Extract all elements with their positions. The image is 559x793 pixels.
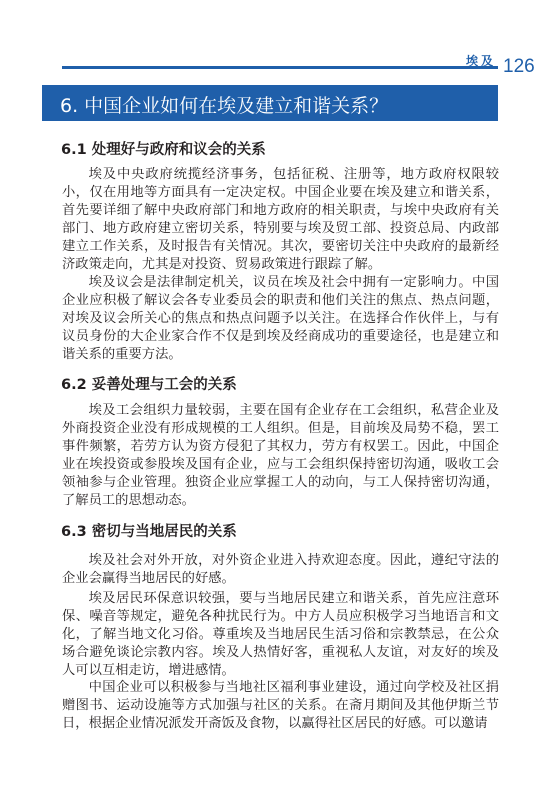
running-header-country: 埃及 [466,54,497,68]
section-6-1-paragraph-2: 埃及议会是法律制定机关，议员在埃及社会中拥有一定影响力。中国企业应积极了解议会各专业委员会的职责和他们关注的焦点、热点问题，对埃及议会所关心的焦点和热点问题予以关注。在选择合作伙伴上，与有议员身份的大企业家合作不仅是到埃及经商成功的重要途径，也是建立和谐关系的重要方法。 [62,275,499,362]
chapter-title: 6. 中国企业如何在埃及建立和谐关系？ [60,95,389,117]
section-title-6-2: 6.2 妥善处理与工会的关系 [61,377,237,393]
section-6-2-paragraph-1: 埃及工会组织力量较弱，主要在国有企业存在工会组织，私营企业及外商投资企业没有形成规模的工人组织。但是，目前埃及局势不稳，罢工事件频繁，若劳方认为资方侵犯了其权力，劳方有权罢工。因此，中国企业在埃投资或参股埃及国有企业，应与工会组织保持密切沟通，吸收工会领袖参与企业管理。独资企业应掌握工人的动向，与工人保持密切沟通，了解员工的思想动态。 [62,403,499,508]
header-rule [62,66,498,69]
section-6-3-paragraph-3: 中国企业可以积极参与当地社区福利事业建设，通过向学校及社区捐赠图书、运动设施等方式加强与社区的关系。在斋月期间及其他伊斯兰节日，根据企业情况派发开斋饭及食物，以赢得社区居民的好感。可以邀请 [62,680,499,731]
section-6-3-paragraph-2: 埃及居民环保意识较强，要与当地居民建立和谐关系，首先应注意环保、噪音等规定，避免各种扰民行为。中方人员应积极学习当地语言和文化，了解当地文化习俗。尊重埃及当地居民生活习俗和宗教禁忌，在公众场合避免谈论宗教内容。埃及人热情好客，重视私人友谊，对友好的埃及人可以互相走访，增进感情。 [62,591,499,678]
section-6-1-paragraph-1: 埃及中央政府统揽经济事务，包括征税、注册等，地方政府权限较小，仅在用地等方面具有一定决定权。中国企业要在埃及建立和谐关系，首先要详细了解中央政府部门和地方政府的相关职责，与埃中央政府有关部门、地方政府建立密切关系，特别要与埃及贸工部、投资总局、内政部建立工作关系，及时报告有关情况。其次，要密切关注中央政府的最新经济政策走向，尤其是对投资、贸易政策进行跟踪了解。 [62,167,499,272]
section-title-6-3: 6.3 密切与当地居民的关系 [61,524,237,540]
section-6-3-paragraph-1: 埃及社会对外开放，对外资企业进入持欢迎态度。因此，遵纪守法的企业会赢得当地居民的好感。 [62,553,499,586]
section-title-6-1: 6.1 处理好与政府和议会的关系 [61,142,266,158]
page-number: 126 [503,56,535,77]
